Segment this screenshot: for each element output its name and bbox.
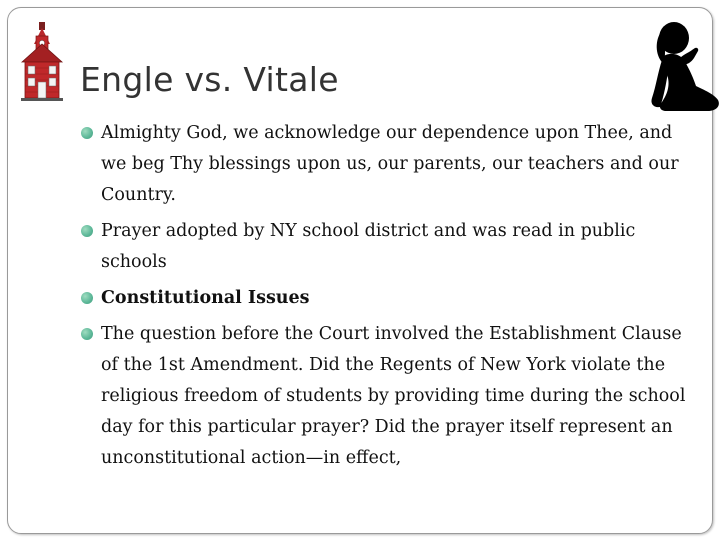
bullet-item-prayer-text: Almighty God, we acknowledge our dependence upon Thee, and we beg Thy blessings upon us, our parents, our teachers and our Country.	[80, 118, 690, 211]
bullet-item-constitutional-issues: Constitutional Issues	[80, 283, 690, 314]
bullet-item-prayer-adopted: Prayer adopted by NY school district and was read in public schools	[80, 216, 690, 278]
bullet-item-court-question: The question before the Court involved the Establishment Clause of the 1st Amendment. Did the Regents of New York violate the religious freedom of students by providing time during the school day for this particular prayer? Did the prayer itself represent an unconstitutional action—in effect,	[80, 319, 690, 474]
schoolhouse-icon	[20, 22, 64, 102]
bullet-list	[80, 118, 690, 479]
slide-title: Engle vs. Vitale	[80, 60, 339, 99]
praying-girl-silhouette	[644, 14, 720, 116]
